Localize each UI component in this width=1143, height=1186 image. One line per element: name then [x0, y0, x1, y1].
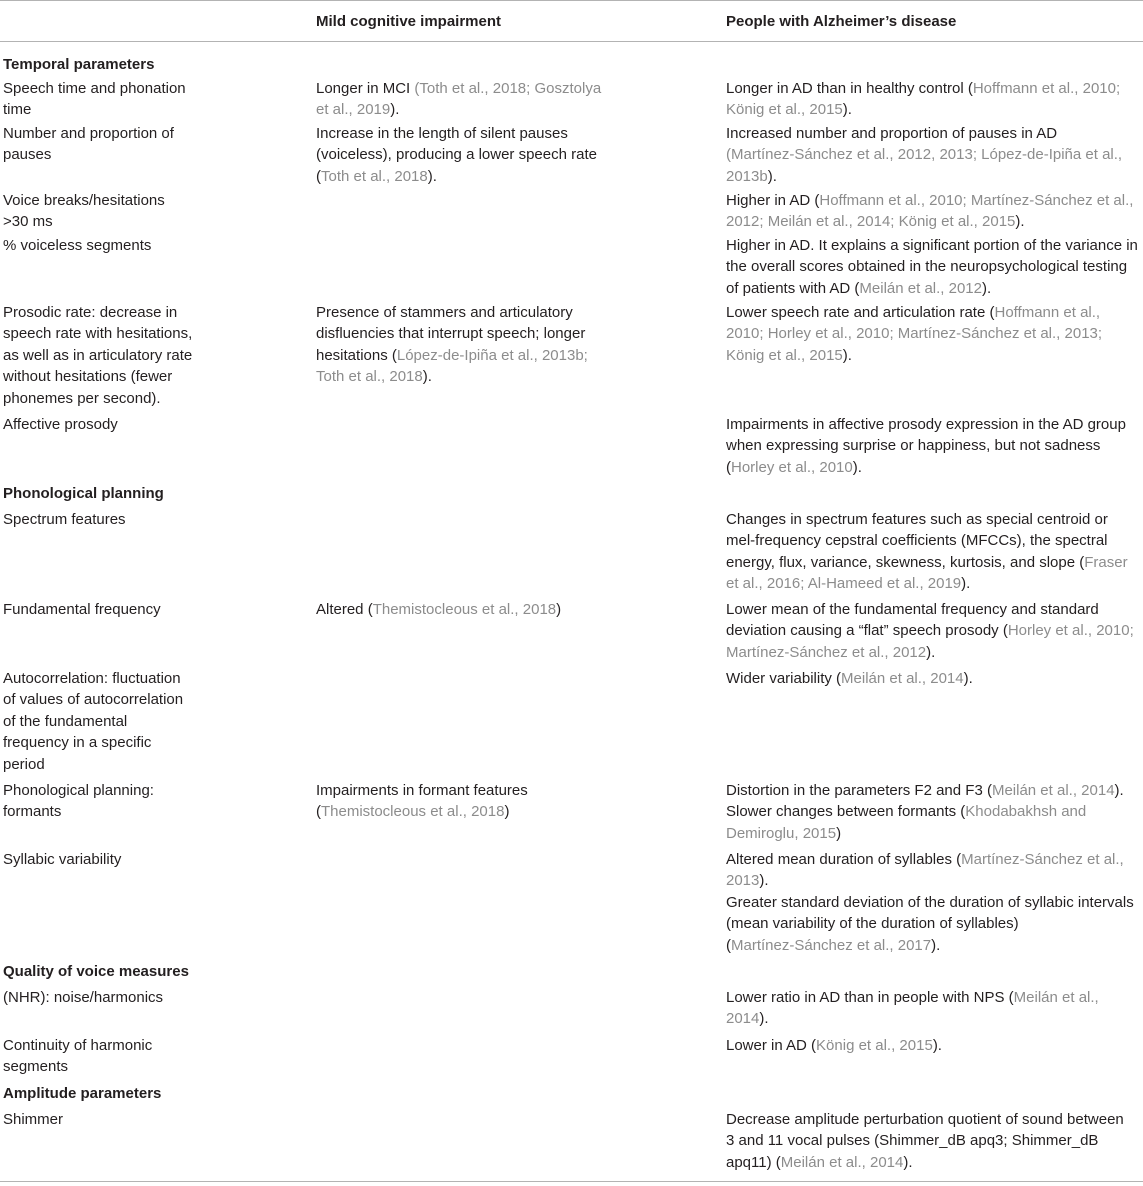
ad-finding — [726, 414, 1126, 435]
ad-finding — [726, 849, 1124, 870]
section-heading: Phonological planning — [3, 485, 164, 502]
finding-text: Longer in MCI — [316, 80, 415, 97]
finding-text: Lower in AD ( — [726, 1037, 817, 1054]
section-heading: Temporal parameters — [3, 56, 155, 73]
citation: Khodabakhsh and — [965, 803, 1087, 821]
parameter-label: of the fundamental — [3, 712, 128, 730]
finding-text: ) — [556, 601, 562, 618]
finding-text: Increase in the length of silent pauses — [316, 125, 568, 142]
finding-text: when expressing surprise or happiness, but not sadness — [726, 437, 1101, 455]
citation: Themistocleous et al., 2018 — [321, 803, 505, 821]
ad-finding — [726, 144, 1122, 165]
finding-text: Slower changes between formants ( — [726, 803, 966, 821]
ad-finding — [726, 801, 1086, 822]
citation: Martínez-Sánchez et al., 2012, 2013; López-de-Ipiña et al., — [731, 146, 1123, 164]
finding-text: ). — [981, 279, 992, 297]
ad-finding — [726, 987, 1099, 1008]
table-top-rule — [0, 0, 1143, 1]
finding-text: 3 and 11 vocal pulses (Shimmer_dB apq3; Shimmer_dB — [726, 1132, 1099, 1150]
ad-finding — [726, 211, 1025, 232]
ad-finding — [726, 823, 841, 844]
citation: Hoffmann et al., — [994, 304, 1101, 321]
finding-text: ( — [316, 803, 321, 821]
parameter-label: (NHR): noise/harmonics — [3, 989, 164, 1006]
finding-text: the overall scores obtained in the neuropsychological testing — [726, 258, 1128, 276]
finding-text: ). — [903, 1153, 913, 1171]
ad-finding — [726, 99, 852, 120]
ad-finding — [726, 278, 991, 299]
ad-finding — [726, 323, 1102, 344]
parameter-label: period — [3, 755, 45, 773]
finding-text: Higher in AD ( — [726, 192, 820, 209]
parameter-label: % voiceless segments — [3, 237, 152, 254]
ad-finding — [726, 190, 1133, 211]
finding-text: Presence of stammers and articulatory — [316, 304, 573, 321]
finding-text: of patients with AD ( — [726, 279, 860, 297]
mci-finding — [316, 302, 573, 323]
citation: et al., 2016; Al-Hameed et al., 2019 — [726, 575, 962, 593]
finding-text: Changes in spectrum features such as special centroid or — [726, 511, 1108, 528]
finding-text: (voiceless), producing a lower speech rate — [316, 146, 597, 164]
mci-finding — [316, 323, 585, 344]
citation: 2014 — [726, 1010, 760, 1028]
citation: König et al., 2015 — [726, 346, 843, 364]
mci-finding — [316, 366, 432, 387]
ad-finding — [726, 892, 1134, 913]
parameter-label: Speech time and phonation — [3, 80, 186, 97]
finding-text: (mean variability of the duration of syllables) — [726, 915, 1019, 933]
ad-finding — [726, 435, 1100, 456]
finding-text: Lower mean of the fundamental frequency and standard — [726, 601, 1099, 618]
parameter-label: Autocorrelation: fluctuation — [3, 670, 181, 687]
citation: Toth et al., 2018 — [316, 368, 423, 386]
citation: Martínez-Sánchez et al., 2012 — [726, 643, 927, 661]
ad-finding — [726, 302, 1100, 323]
ad-finding — [726, 1130, 1098, 1151]
parameter-label: pauses — [3, 146, 52, 164]
citation: ( — [726, 146, 731, 164]
citation: 2010; Horley et al., 2010; Martínez-Sánchez et al., 2013; — [726, 325, 1103, 343]
ad-finding — [726, 780, 1124, 801]
ad-finding — [726, 870, 769, 891]
finding-text: ). — [963, 670, 973, 687]
table-bottom-rule — [0, 1181, 1143, 1182]
finding-text: hesitations ( — [316, 346, 397, 364]
finding-text: ( — [726, 936, 731, 954]
finding-text: ( — [726, 458, 731, 476]
finding-text: energy, flux, variance, skewness, kurtosis, and slope ( — [726, 553, 1085, 571]
section-heading: Amplitude parameters — [3, 1085, 162, 1102]
parameter-label: Syllabic variability — [3, 851, 122, 868]
ad-finding — [726, 166, 777, 187]
parameter-label: Shimmer — [3, 1111, 64, 1128]
mci-finding — [316, 801, 509, 822]
citation: Horley et al., 2010 — [731, 458, 853, 476]
finding-text: ( — [316, 167, 321, 185]
citation: Meilán et al., 2014 — [841, 670, 964, 687]
ad-finding — [726, 509, 1108, 530]
parameter-label: Continuity of harmonic — [3, 1037, 153, 1054]
finding-text: Distortion in the parameters F2 and F3 ( — [726, 782, 992, 799]
parameter-label: frequency in a specific — [3, 734, 152, 752]
finding-text: apq11) ( — [726, 1153, 781, 1171]
finding-text: Longer in AD than in healthy control ( — [726, 80, 973, 97]
finding-text: Impairments in formant features — [316, 782, 528, 799]
mci-finding — [316, 99, 399, 120]
finding-text: ). — [767, 167, 777, 185]
ad-finding — [726, 123, 1057, 144]
citation: Demiroglu, 2015 — [726, 824, 837, 842]
citation: Horley et al., 2010; — [1007, 622, 1134, 640]
finding-text: Increased number and proportion of pauses in AD — [726, 125, 1058, 142]
finding-text: ). — [427, 167, 437, 185]
citation: (Toth et al., 2018; Gosztolya — [414, 80, 602, 97]
ad-finding — [726, 1008, 769, 1029]
finding-text: ) — [504, 803, 510, 821]
mci-finding — [316, 166, 437, 187]
mci-finding — [316, 78, 601, 99]
parameter-label: Affective prosody — [3, 416, 118, 433]
citation: König et al., 2015 — [726, 101, 843, 119]
finding-text: deviation causing a “flat” speech prosody ( — [726, 622, 1008, 640]
mci-finding — [316, 123, 568, 144]
citation: Hoffmann et al., 2010; — [972, 80, 1121, 97]
parameter-label: Spectrum features — [3, 511, 126, 528]
citation: 2013b — [726, 167, 768, 185]
citation: Meilán et al., 2014 — [780, 1153, 904, 1171]
mci-finding — [316, 345, 588, 366]
parameter-label: >30 ms — [3, 213, 53, 231]
finding-text: ). — [422, 368, 432, 386]
ad-finding — [726, 235, 1138, 256]
citation: López-de-Ipiña et al., 2013b; — [396, 346, 588, 364]
finding-text: ). — [759, 1010, 769, 1028]
citation: Meilán et al., 2014 — [991, 782, 1115, 799]
finding-text: ). — [932, 1037, 942, 1054]
citation: 2013 — [726, 872, 760, 890]
finding-text: ). — [842, 101, 852, 119]
citation: et al., 2019 — [316, 101, 391, 119]
parameter-label: Prosodic rate: decrease in — [3, 304, 178, 321]
ad-finding — [726, 530, 1108, 551]
citation: König et al., 2015 — [816, 1037, 933, 1054]
finding-text: ). — [961, 575, 971, 593]
ad-finding — [726, 256, 1127, 277]
mci-finding — [316, 144, 597, 165]
parameter-label: without hesitations (fewer — [3, 368, 173, 386]
finding-text: ). — [842, 346, 852, 364]
ad-finding — [726, 935, 940, 956]
parameter-label: speech rate with hesitations, — [3, 325, 193, 343]
finding-text: ). — [931, 936, 941, 954]
ad-finding — [726, 573, 970, 594]
citation: Hoffmann et al., 2010; Martínez-Sánchez et al., — [819, 192, 1134, 209]
parameter-label: as well as in articulatory rate — [3, 346, 193, 364]
finding-text: Altered mean duration of syllables ( — [726, 851, 962, 868]
parameter-label: Number and proportion of — [3, 125, 174, 142]
header-ad: People with Alzheimer’s disease — [726, 13, 957, 30]
finding-text: Lower speech rate and articulation rate ( — [726, 304, 995, 321]
finding-text: Altered ( — [316, 601, 373, 618]
finding-text: Greater standard deviation of the duration of syllabic intervals — [726, 893, 1134, 911]
finding-text: Decrease amplitude perturbation quotient of sound between — [726, 1111, 1124, 1128]
ad-finding — [726, 552, 1128, 573]
finding-text: ). — [1015, 213, 1025, 231]
finding-text: ). — [852, 458, 862, 476]
ad-finding — [726, 599, 1099, 620]
parameter-label: formants — [3, 803, 62, 821]
parameter-label: of values of autocorrelation — [3, 691, 184, 709]
ad-finding — [726, 1109, 1124, 1130]
ad-finding — [726, 668, 973, 689]
parameter-label: time — [3, 101, 32, 119]
citation: Meilán et al., — [1013, 989, 1099, 1006]
parameter-label: Fundamental frequency — [3, 601, 161, 618]
finding-text: Wider variability ( — [726, 670, 842, 687]
ad-finding — [726, 78, 1120, 99]
mci-finding — [316, 599, 561, 620]
citation: 2012; Meilán et al., 2014; König et al., 2015 — [726, 213, 1016, 231]
finding-text: Higher in AD. It explains a significant portion of the variance in — [726, 237, 1138, 254]
ad-finding — [726, 1035, 942, 1056]
citation: Fraser — [1084, 553, 1128, 571]
ad-finding — [726, 1152, 913, 1173]
finding-text: Lower ratio in AD than in people with NPS ( — [726, 989, 1014, 1006]
ad-finding — [726, 642, 935, 663]
mci-finding — [316, 780, 528, 801]
finding-text: mel-frequency cepstral coefficients (MFCCs), the spectral — [726, 532, 1108, 550]
section-heading: Quality of voice measures — [3, 963, 189, 980]
ad-finding — [726, 345, 852, 366]
finding-text: Impairments in affective prosody expression in the AD group — [726, 416, 1126, 433]
finding-text: disfluencies that interrupt speech; longer — [316, 325, 586, 343]
citation: Toth et al., 2018 — [321, 167, 428, 185]
citation: Martínez-Sánchez et al., 2017 — [731, 936, 932, 954]
finding-text: ). — [759, 872, 769, 890]
header-mci: Mild cognitive impairment — [316, 13, 502, 30]
finding-text: ). — [926, 643, 936, 661]
parameter-label: Voice breaks/hesitations — [3, 192, 165, 209]
finding-text: ) — [836, 824, 842, 842]
ad-finding — [726, 457, 862, 478]
finding-text: ). — [390, 101, 400, 119]
citation: Themistocleous et al., 2018 — [372, 601, 557, 618]
parameter-label: segments — [3, 1058, 69, 1076]
ad-finding — [726, 913, 1019, 934]
citation: Meilán et al., 2012 — [859, 279, 982, 297]
parameter-label: phonemes per second). — [3, 389, 161, 407]
ad-finding — [726, 620, 1134, 641]
finding-text: ). — [1114, 782, 1124, 799]
header-rule — [0, 41, 1143, 42]
citation: Martínez-Sánchez et al., — [961, 851, 1124, 868]
parameter-label: Phonological planning: — [3, 782, 154, 799]
